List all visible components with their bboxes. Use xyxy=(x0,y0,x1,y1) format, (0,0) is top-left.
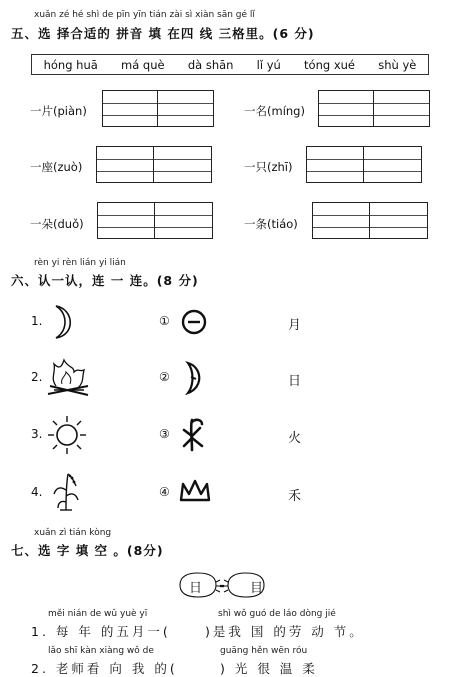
crescent-moon-icon xyxy=(46,303,82,341)
sun-icon xyxy=(46,414,88,456)
item-number: 4. xyxy=(31,485,43,499)
rice-plant-icon xyxy=(50,470,82,512)
answer-character[interactable]: 火 xyxy=(288,431,302,446)
word-bank-item: hóng huā xyxy=(43,57,98,72)
answer-character[interactable]: 月 xyxy=(288,318,302,333)
sentence2-pinyin: lǎo shī kàn xiàng wǒ de xyxy=(48,646,154,656)
writing-cell[interactable] xyxy=(318,90,374,127)
word-bank-item: shù yè xyxy=(378,57,417,72)
circle-number: ③ xyxy=(159,427,170,441)
word-bank-item: lǐ yú xyxy=(256,57,281,72)
circle-number: ② xyxy=(159,370,170,384)
section6-title: 六、认一认，连 一 连。(8 分) xyxy=(11,273,199,288)
writing-cell[interactable] xyxy=(97,202,155,239)
grain-oracle-glyph-icon xyxy=(180,416,206,452)
measure-word-label: 一条(tiáo) xyxy=(244,217,298,231)
sentence2-pinyin: guāng hěn wēn róu xyxy=(220,646,308,656)
measure-word-label: 一座(zuò) xyxy=(30,160,83,174)
writing-grid[interactable] xyxy=(312,202,428,239)
sentence1-pinyin: shì wǒ guó de láo dòng jié xyxy=(218,609,336,619)
writing-grid[interactable] xyxy=(318,90,430,127)
sentence2-text: ) 光 很 温 柔 xyxy=(220,661,318,676)
campfire-icon xyxy=(44,358,92,398)
writing-cell[interactable] xyxy=(155,202,213,239)
writing-cell[interactable] xyxy=(312,202,370,239)
writing-grid[interactable] xyxy=(306,146,422,183)
item-number: 1. xyxy=(31,314,43,328)
option-character: 目 xyxy=(250,581,264,596)
section7-pinyin: xuǎn zì tián kòng xyxy=(34,528,112,538)
measure-word-label: 一朵(duǒ) xyxy=(30,217,84,231)
option-character: 日 xyxy=(189,581,203,596)
writing-cell[interactable] xyxy=(370,202,428,239)
section5-title: 五、选 择合适的 拼音 填 在四 线 三格里。(6 分) xyxy=(11,26,315,41)
measure-word-label: 一名(míng) xyxy=(244,104,305,118)
answer-character[interactable]: 日 xyxy=(288,374,302,389)
sun-oracle-glyph-icon xyxy=(180,308,208,336)
section5-pinyin: xuǎn zé hé shì de pīn yīn tián zài sì xiàn sān gé lǐ xyxy=(34,10,255,20)
fire-oracle-glyph-icon xyxy=(178,478,212,504)
writing-grid[interactable] xyxy=(97,202,213,239)
word-bank-item: dà shān xyxy=(187,57,234,72)
writing-cell[interactable] xyxy=(154,146,212,183)
writing-cell[interactable] xyxy=(96,146,154,183)
sentence1-text: )是我 国 的劳 动 节。 xyxy=(205,624,365,639)
writing-cell[interactable] xyxy=(364,146,422,183)
section7-title: 七、选 字 填 空 。(8分) xyxy=(11,543,164,558)
writing-cell[interactable] xyxy=(102,90,158,127)
circle-number: ① xyxy=(159,314,170,328)
item-number: 3. xyxy=(31,427,43,441)
answer-character[interactable]: 禾 xyxy=(288,489,302,504)
writing-cell[interactable] xyxy=(158,90,214,127)
word-bank xyxy=(31,54,429,75)
item-number: 2. xyxy=(31,370,43,384)
sentence1-pinyin: měi nián de wǔ yuè yī xyxy=(48,609,148,619)
sentence2-text: 2. 老师看 向 我 的( xyxy=(31,661,178,676)
writing-grid[interactable] xyxy=(96,146,212,183)
circle-number: ④ xyxy=(159,485,170,499)
measure-word-label: 一只(zhī) xyxy=(244,160,293,174)
blank-answer[interactable] xyxy=(180,659,216,672)
sentence1-text: 1. 每 年 的五月一( xyxy=(31,624,171,639)
writing-cell[interactable] xyxy=(306,146,364,183)
writing-cell[interactable] xyxy=(374,90,430,127)
word-bank-item: tóng xué xyxy=(304,57,355,72)
word-bank-item: má què xyxy=(121,57,165,72)
writing-grid[interactable] xyxy=(102,90,214,127)
measure-word-label: 一片(piàn) xyxy=(30,104,87,118)
moon-oracle-glyph-icon xyxy=(182,361,206,395)
section6-pinyin: rèn yi rèn lián yi lián xyxy=(34,258,126,268)
